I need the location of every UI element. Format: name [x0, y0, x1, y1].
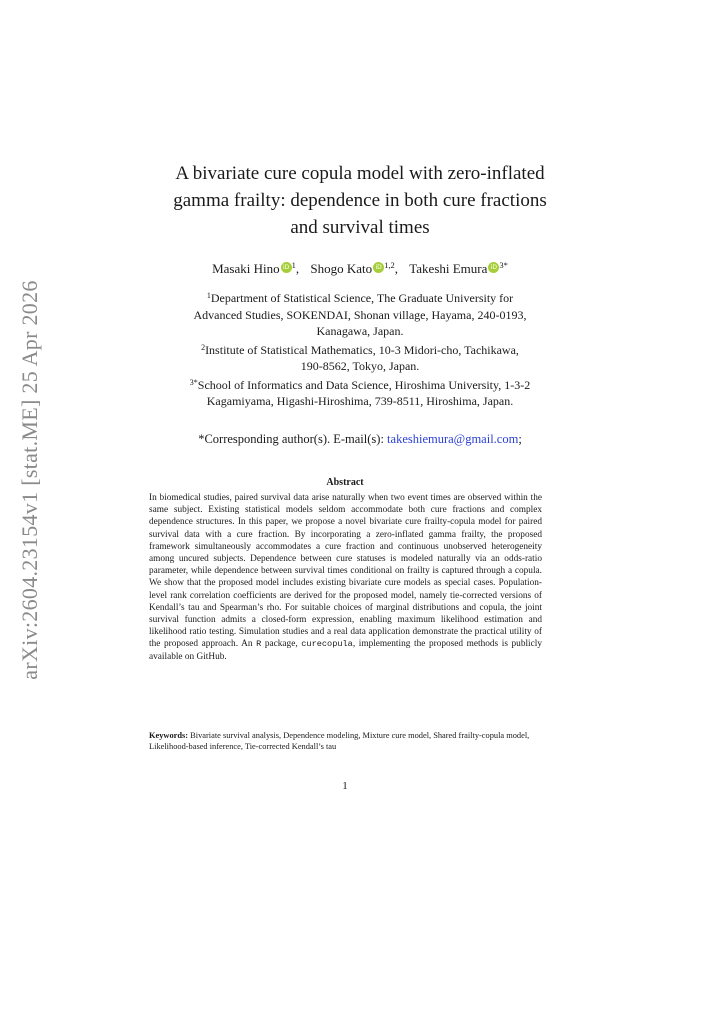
affiliation-line — [130, 288, 590, 307]
title-line: A bivariate cure copula model with zero-inflated — [175, 163, 545, 184]
r-language-label: R — [256, 639, 262, 650]
paper-title — [120, 160, 600, 241]
affiliation-line — [130, 340, 590, 359]
abstract-body — [149, 492, 542, 663]
arxiv-identifier: arXiv:2604.23154v1 [stat.ME] 25 Apr 2026 — [17, 280, 42, 680]
corresponding-prefix: *Corresponding author(s). E-mail(s): — [198, 432, 388, 446]
affiliation-sup: 2 — [201, 342, 206, 352]
abstract-heading: Abstract — [326, 477, 364, 488]
keywords-label: Keywords: — [149, 731, 189, 740]
author-name: Takeshi Emura — [409, 261, 488, 276]
author-affil-sup: 3* — [499, 260, 508, 270]
abstract-text: package, — [261, 639, 302, 650]
affiliation-sup: 3* — [189, 377, 198, 387]
author-masaki-hino: Masaki Hino iD $^1$, — [212, 260, 300, 276]
affiliation-sup: 1 — [206, 291, 211, 300]
orcid-icon[interactable]: iD — [488, 262, 499, 273]
affiliation-line: Kanagawa, Japan. — [316, 324, 404, 338]
orcid-icon[interactable]: iD — [281, 262, 292, 273]
affiliation-text: Institute of Statistical Mathematics, 10-3 Midori-cho, Tachikawa, — [205, 342, 519, 357]
affiliation-line: Advanced Studies, SOKENDAI, Shonan village, Hayama, 240-0193, — [193, 307, 527, 322]
author-shogo-kato: Shogo Kato iD $^{1,2}$, — [310, 260, 398, 276]
keywords-text: Bivariate survival analysis, Dependence modeling, Mixture cure model, Shared frailty-copula model, Likelihood-based inference, Tie-corrected Kendall’s tau — [149, 731, 530, 751]
affiliation-text: Department of Statistical Science, The Graduate University for — [210, 291, 514, 305]
title-line: gamma frailty: dependence in both cure fractions — [173, 190, 547, 211]
author-list — [100, 260, 620, 277]
affiliation-text: School of Informatics and Data Science, Hiroshima University, 1-3-2 — [197, 377, 531, 392]
orcid-icon[interactable]: iD — [373, 262, 384, 273]
author-takeshi-emura — [409, 260, 508, 277]
abstract-text: , implementing the proposed methods is publicly available on GitHub. — [149, 639, 543, 662]
author-name: Masaki Hino — [212, 261, 280, 276]
affiliation-line: Kagamiyama, Higashi-Hiroshima, 739-8511, Hiroshima, Japan. — [206, 394, 514, 408]
affiliation-line: 190-8562, Tokyo, Japan. — [300, 359, 420, 373]
abstract-text: In biomedical studies, paired survival data arise naturally when two event times are observed within the same subject. Existing statistical models seldom accommodate both cure fractions and complex dependence structures. In this paper, we propose a novel bivariate cure frailty-copula model for paired survival data with a cure fraction. By incorporating a zero-inflated gamma frailty, the proposed framework simultaneously accommodates a cure fraction and continuous unobserved heterogeneity among uncured subjects. Dependence between cure statuses is modeled naturally via an odds-ratio parameter, while dependence between survival times conditional on frailty is captured through a copula. We show that the proposed model includes existing bivariate cure models as special cases. Population-level rank correlation coefficients are derived for the proposed model, namely tie-corrected versions of Kendall’s tau and Spearman’s rho. For suitable choices of marginal distributions and copula, the joint survival function admits a closed-form expression, enabling maximum likelihood estimation and likelihood ratio testing. Simulation studies and a real data application demonstrate the practical utility of the proposed approach. An — [149, 493, 542, 650]
affiliation-line — [130, 375, 590, 394]
author-affil-sup: 1 — [291, 260, 296, 270]
package-name: curecopula — [301, 639, 353, 650]
page-number: 1 — [342, 780, 348, 792]
keywords — [149, 731, 549, 752]
corresponding-suffix: ; — [518, 432, 522, 446]
corresponding-author — [100, 432, 620, 447]
author-name: Shogo Kato — [310, 261, 373, 276]
affiliation-list — [130, 288, 590, 410]
author-affil-sup: 1,2 — [384, 260, 395, 270]
title-line: and survival times — [290, 217, 430, 238]
email-link[interactable]: takeshiemura@gmail.com — [387, 432, 519, 446]
